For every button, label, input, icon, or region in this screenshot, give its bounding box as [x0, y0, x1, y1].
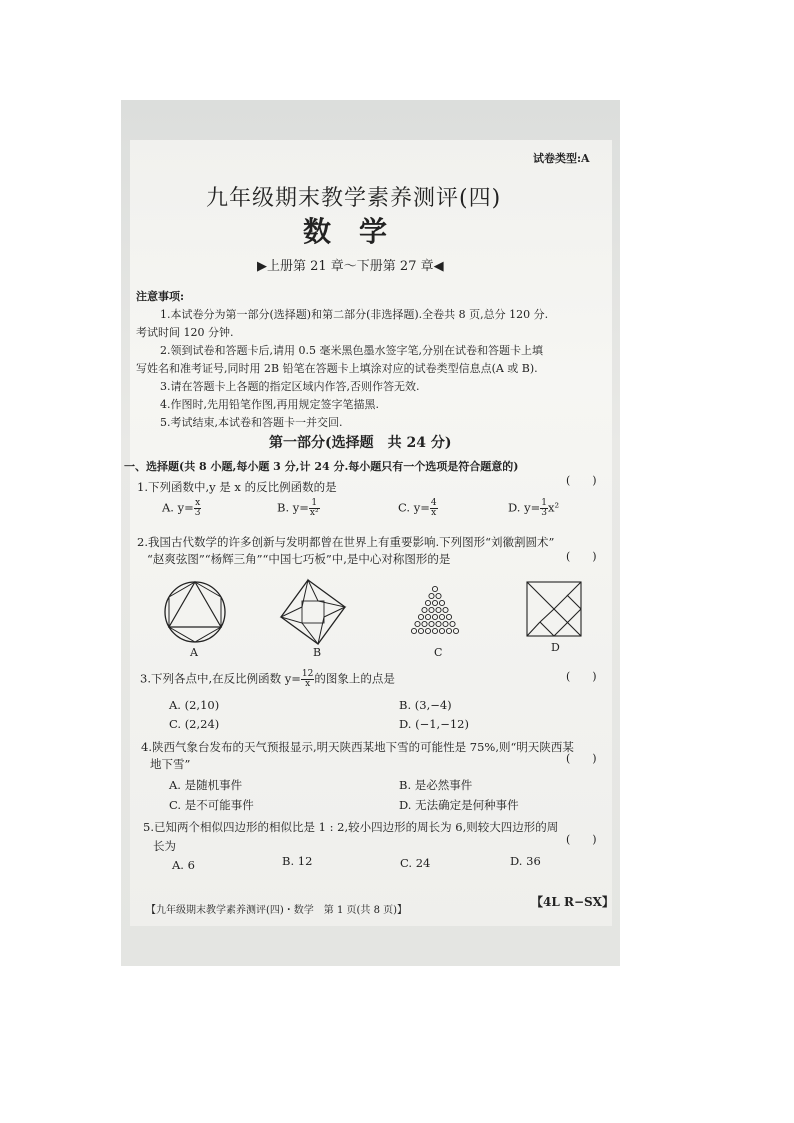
- denominator: x²: [309, 508, 319, 518]
- q1-option-d: [508, 499, 559, 518]
- q5-option-a: A. 6: [172, 858, 195, 872]
- question-3-stem: [140, 670, 395, 689]
- question-2-line1: 2.我国古代数学的许多创新与发明都曾在世界上有重要影响.下列图形“刘徽割圆术”: [137, 535, 555, 549]
- option-suffix: x²: [548, 500, 560, 515]
- section-heading: 一、选择题(共 8 小题,每小题 3 分,计 24 分.每小题只有一个选项是符合题意的): [124, 460, 519, 473]
- note-line: 写姓名和准考证号,同时用 2B 铅笔在答题卡上填涂对应的试卷类型信息点(A 或 B).: [136, 362, 538, 375]
- note-line: 4.作图时,先用铅笔作图,再用规定签字笔描黑.: [160, 398, 379, 411]
- note-line: 5.考试结束,本试卷和答题卡一并交回.: [160, 416, 343, 429]
- note-line: 1.本试卷分为第一部分(选择题)和第二部分(非选择题).全卷共 8 页,总分 120 分.: [160, 308, 549, 321]
- fraction: [301, 670, 314, 689]
- q5-option-c: C. 24: [400, 856, 431, 870]
- q3-option-d: D. (−1,−12): [399, 717, 469, 731]
- figure-label: C: [434, 646, 443, 659]
- note-line: 3.请在答题卡上各题的指定区域内作答,否则作答无效.: [160, 380, 420, 393]
- q1-option-b: [277, 499, 320, 518]
- q4-option-d: D. 无法确定是何种事件: [399, 798, 519, 812]
- q1-option-a: [162, 499, 201, 518]
- numerator: 4: [430, 498, 437, 508]
- notes-heading: 注意事项:: [136, 290, 185, 303]
- q3-option-c: C. (2,24): [169, 717, 220, 731]
- numerator: x: [195, 498, 201, 508]
- question-4-line1: 4.陕西气象台发布的天气预报显示,明天陕西某地下雪的可能性是 75%,则“明天陕西某: [141, 740, 574, 754]
- part-heading: 第一部分(选择题 共 24 分): [269, 435, 452, 451]
- fraction: [540, 499, 548, 518]
- option-prefix: B. y=: [277, 500, 309, 515]
- numerator: 1: [541, 498, 547, 508]
- q5-option-b: B. 12: [282, 854, 313, 868]
- answer-paren: ( ): [566, 833, 597, 846]
- q4-option-c: C. 是不可能事件: [169, 798, 254, 812]
- option-prefix: C. y=: [398, 500, 430, 515]
- numerator: 1: [309, 499, 320, 509]
- figure-b-zhaoshuang-diagram: [278, 577, 348, 647]
- stem-text: 3.下列各点中,在反比例函数 y=: [140, 671, 301, 686]
- answer-paren: ( ): [566, 752, 597, 765]
- question-4-line2: 地下雪”: [150, 757, 191, 771]
- footer-code: 【4L R−SX】: [531, 895, 614, 909]
- q4-option-a: A. 是随机事件: [169, 778, 243, 792]
- stem-text: 的图象上的点是: [314, 671, 395, 686]
- answer-paren: ( ): [566, 550, 597, 563]
- note-line: 2.领到试卷和答题卡后,请用 0.5 毫米黑色墨水签字笔,分别在试卷和答题卡上填: [160, 344, 543, 357]
- q1-option-c: [398, 499, 438, 518]
- option-prefix: D. y=: [508, 500, 541, 515]
- fraction: [194, 499, 202, 518]
- q3-option-a: A. (2,10): [169, 698, 220, 712]
- fraction: [430, 499, 438, 518]
- fraction: [309, 499, 320, 518]
- question-5-line1: 5.已知两个相似四边形的相似比是 1 : 2,较小四边形的周长为 6,则较大四边形的周: [143, 820, 559, 834]
- numerator: 12: [301, 669, 314, 679]
- question-2-line2: “赵爽弦图”“杨辉三角”“中国七巧板”中,是中心对称图形的是: [147, 552, 451, 566]
- figure-c-yanghui-triangle: [407, 584, 463, 640]
- denominator: 3: [541, 508, 547, 518]
- subject-title: 数 学: [303, 215, 388, 248]
- figure-a-circle-polygon: [158, 580, 232, 644]
- answer-paren: ( ): [566, 474, 597, 487]
- figure-d-tangram: [525, 580, 583, 638]
- denominator: x: [305, 679, 311, 689]
- figure-label: B: [313, 646, 322, 659]
- figure-label: D: [551, 641, 560, 654]
- question-5-line2: 长为: [153, 839, 176, 853]
- exam-title: 九年级期末教学素养测评(四): [206, 186, 502, 211]
- q5-option-d: D. 36: [510, 854, 541, 868]
- option-prefix: A. y=: [162, 500, 194, 515]
- answer-paren: ( ): [566, 670, 597, 683]
- page-footer: 【九年级期末教学素养测评(四)・数学 第 1 页(共 8 页)】: [146, 905, 408, 916]
- chapter-scope: ▶上册第 21 章～下册第 27 章◀: [257, 259, 444, 274]
- note-line: 考试时间 120 分钟.: [136, 326, 234, 339]
- q3-option-b: B. (3,−4): [399, 698, 452, 712]
- question-1-stem: 1.下列函数中,y 是 x 的反比例函数的是: [137, 480, 337, 494]
- q4-option-b: B. 是必然事件: [399, 778, 473, 792]
- denominator: x: [431, 508, 437, 518]
- paper-type: 试卷类型:A: [533, 152, 590, 165]
- figure-label: A: [190, 646, 198, 659]
- denominator: 3: [194, 508, 201, 518]
